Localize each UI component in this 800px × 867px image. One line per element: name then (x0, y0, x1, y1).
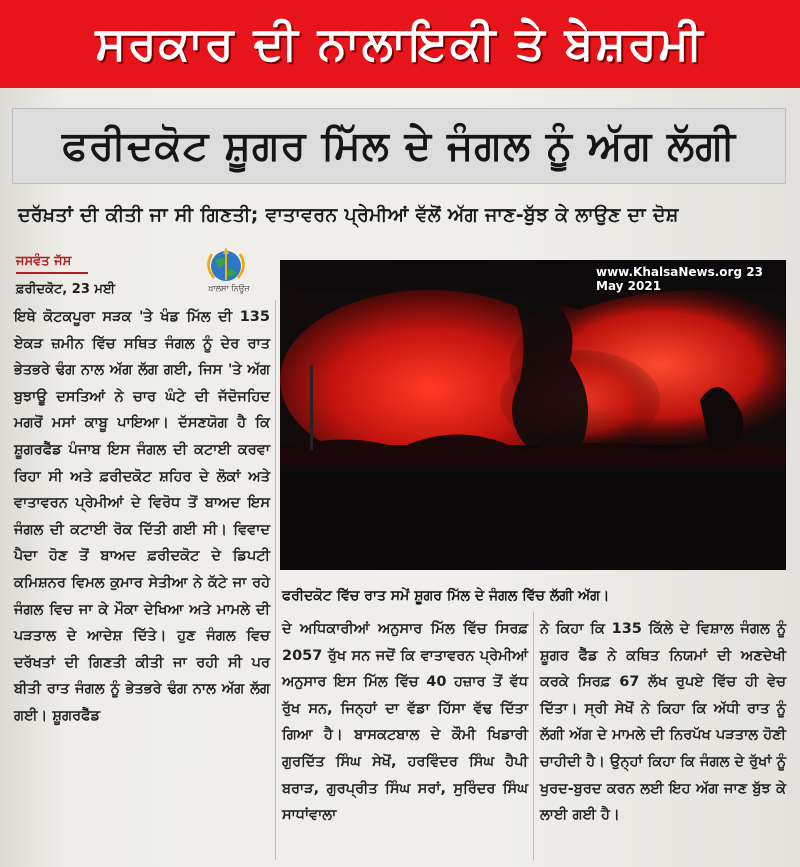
logo-text: ਖ਼ਾਲਸਾ ਨਿਊਜ਼ (208, 284, 250, 293)
column-divider (275, 300, 276, 860)
photo-caption: ਫਰੀਦਕੋਟ ਵਿੱਚ ਰਾਤ ਸਮੇਂ ਸ਼ੂਗਰ ਮਿੱਲ ਦੇ ਜੰਗਲ ਵਿੱਚ ਲੱਗੀ ਅੱਗ। (282, 588, 610, 604)
byline: ਜਸਵੰਤ ਜੱਸ (16, 254, 72, 269)
banner-title: ਸਰਕਾਰ ਦੀ ਨਾਲਾਇਕੀ ਤੇ ਬੇਸ਼ਰਮੀ (95, 16, 705, 70)
article-headline: ਫਰੀਦਕੋਟ ਸ਼ੂਗਰ ਮਿੱਲ ਦੇ ਜੰਗਲ ਨੂੰ ਅੱਗ ਲੱਗੀ (62, 123, 736, 169)
column-divider (533, 612, 534, 860)
photo-watermark: www.KhalsaNews.org 23 May 2021 (596, 265, 763, 293)
article-column-1: ਇਥੇ ਕੋਟਕਪੂਰਾ ਸੜਕ 'ਤੇ ਖੰਡ ਮਿੱਲ ਦੀ 135 ਏਕੜ ਜ਼ਮੀਨ ਵਿੱਚ ਸਥਿਤ ਜੰਗਲ ਨੂੰ ਦੇਰ ਰਾਤ ਭੇਤਭਰੇ ਢੰਗ ਨਾਲ ਅੱਗ ਲੱਗ ਗਈ, ਜਿਸ 'ਤੇ ਅੱਗ ਬੁਝਾਊ ਦਸਤਿਆਂ ਨੇ ਚਾਰ ਘੰਟੇ ਦੀ ਜੱਦੋਜਹਿਦ ਮਗਰੋਂ ਮਸਾਂ ਕਾਬੂ ਪਾਇਆ। ਦੱਸਣਯੋਗ ਹੈ ਕਿ ਸ਼ੂਗਰਫੈੱਡ ਪੰਜਾਬ ਇਸ ਜੰਗਲ ਦੀ ਕਟਾਈ ਕਰਵਾ ਰਿਹਾ ਸੀ ਅਤੇ ਫ਼ਰੀਦਕੋਟ ਸ਼ਹਿਰ ਦੇ ਲੋਕਾਂ ਅਤੇ ਵਾਤਾਵਰਨ ਪ੍ਰੇਮੀਆਂ ਦੇ ਵਿਰੋਧ ਤੋਂ ਬਾਅਦ ਇਸ ਜੰਗਲ ਦੀ ਕਟਾਈ ਰੋਕ ਦਿੱਤੀ ਗਈ ਸੀ। ਵਿਵਾਦ ਪੈਦਾ ਹੋਣ ਤੋਂ ਬਾਅਦ ਫ਼ਰੀਦਕੋਟ ਦੇ ਡਿਪਟੀ ਕਮਿਸ਼ਨਰ ਵਿਮਲ ਕੁਮਾਰ ਸੇਤੀਆ ਨੇ ਕੱਟੇ ਜਾ ਰਹੇ ਜੰਗਲ ਵਿਚ ਜਾ ਕੇ ਮੌਕਾ ਦੇਖਿਆ ਅਤੇ ਮਾਮਲੇ ਦੀ ਪੜਤਾਲ ਦੇ ਆਦੇਸ਼ ਦਿੱਤੇ। ਹੁਣ ਜੰਗਲ ਵਿਚ ਦਰੱਖਤਾਂ ਦੀ ਗਿਣਤੀ ਕੀਤੀ ਜਾ ਰਹੀ ਸੀ ਪਰ ਬੀਤੀ ਰਾਤ ਜੰਗਲ ਨੂੰ ਭੇਤਭਰੇ ਢੰਗ ਨਾਲ ਅੱਗ ਲੱਗ ਗਈ। ਸ਼ੂਗਰਫੈੱਡ (14, 309, 270, 724)
byline-underline (16, 272, 88, 274)
article-column-3: ਨੇ ਕਿਹਾ ਕਿ 135 ਕਿੱਲੇ ਦੇ ਵਿਸ਼ਾਲ ਜੰਗਲ ਨੂੰ ਸ਼ੂਗਰ ਫੈੱਡ ਨੇ ਕਥਿਤ ਨਿਯਮਾਂ ਦੀ ਅਣਦੇਖੀ ਕਰਕੇ ਸਿਰਫ਼ 67 ਲੱਖ ਰੁਪਏ ਵਿੱਚ ਹੀ ਵੇਚ ਦਿੱਤਾ। ਸ੍ਰੀ ਸੇਖੋਂ ਨੇ ਕਿਹਾ ਕਿ ਅੱਧੀ ਰਾਤ ਨੂੰ ਲੱਗੀ ਅੱਗ ਦੇ ਮਾਮਲੇ ਦੀ ਨਿਰਪੱਖ ਪੜਤਾਲ ਹੋਣੀ ਚਾਹੀਦੀ ਹੈ। ਉਨ੍ਹਾਂ ਕਿਹਾ ਕਿ ਜੰਗਲ ਦੇ ਰੁੱਖਾਂ ਨੂੰ ਖੁਰਦ-ਬੁਰਦ ਕਰਨ ਲਈ ਇਹ ਅੱਗ ਜਾਣ ਬੁੱਝ ਕੇ ਲਾਈ ਗਈ ਹੈ। (540, 621, 786, 824)
fire-photo (280, 260, 786, 570)
headline-box (12, 108, 786, 184)
khalsa-news-logo (190, 246, 268, 294)
dateline: ਫ਼ਰੀਦਕੋਟ, 23 ਮਈ (16, 282, 116, 297)
fire-illustration (280, 260, 786, 570)
article-column-2: ਦੇ ਅਧਿਕਾਰੀਆਂ ਅਨੁਸਾਰ ਮਿੱਲ ਵਿੱਚ ਸਿਰਫ਼ 2057 ਰੁੱਖ ਸਨ ਜਦੋਂ ਕਿ ਵਾਤਾਵਰਨ ਪ੍ਰੇਮੀਆਂ ਅਨੁਸਾਰ ਇਸ ਮਿੱਲ ਵਿੱਚ 40 ਹਜ਼ਾਰ ਤੋਂ ਵੱਧ ਰੁੱਖ ਸਨ, ਜਿਨ੍ਹਾਂ ਦਾ ਵੱਡਾ ਹਿੱਸਾ ਵੱਢ ਦਿੱਤਾ ਗਿਆ ਹੈ। ਬਾਸਕਟਬਾਲ ਦੇ ਕੌਮੀ ਖਿਡਾਰੀ ਗੁਰਦਿੱਤ ਸਿੰਘ ਸੇਖੋਂ, ਹਰਵਿੰਦਰ ਸਿੰਘ ਹੈਪੀ ਬਰਾੜ, ਗੁਰਪ੍ਰੀਤ ਸਿੰਘ ਸਰਾਂ, ਸੁਰਿੰਦਰ ਸਿੰਘ ਸਾਧਾਂਵਾਲਾ (282, 621, 528, 824)
top-banner (0, 0, 800, 88)
article-subheadline: ਦਰੱਖ਼ਤਾਂ ਦੀ ਕੀਤੀ ਜਾ ਸੀ ਗਿਣਤੀ; ਵਾਤਾਵਰਨ ਪ੍ਰੇਮੀਆਂ ਵੱਲੋਂ ਅੱਗ ਜਾਣ-ਬੁੱਝ ਕੇ ਲਾਉਣ ਦਾ ਦੋਸ਼ (18, 204, 679, 226)
khanda-globe-icon (190, 246, 268, 294)
